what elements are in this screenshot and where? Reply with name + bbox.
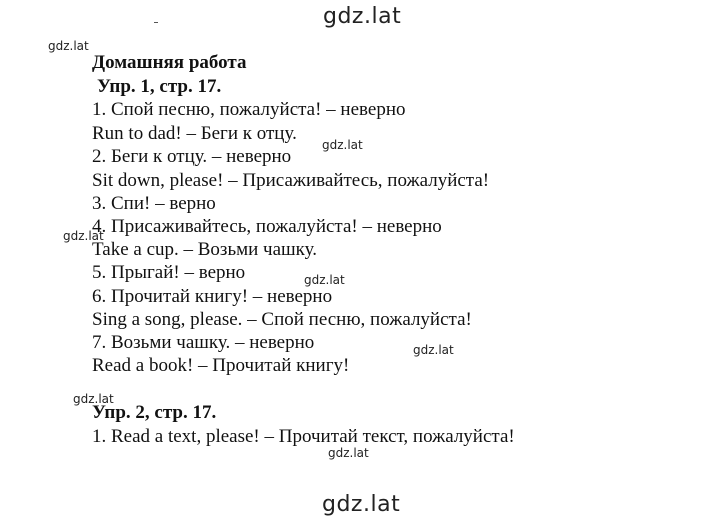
watermark-small: gdz.lat [73,392,114,406]
watermark-small: gdz.lat [322,138,363,152]
watermark-top: gdz.lat [323,4,402,29]
stray-mark [154,22,158,23]
document-title: Домашняя работа [92,52,247,73]
watermark-small: gdz.lat [48,39,89,53]
exercise-line: 2. Беги к отцу. – неверно [92,146,292,167]
exercise-line: 1. Спой песню, пожалуйста! – неверно [92,99,406,120]
watermark-small: gdz.lat [328,446,369,460]
exercise-line: 7. Возьми чашку. – неверно [92,332,315,353]
watermark-small: gdz.lat [304,273,345,287]
exercise-line: 4. Присаживайтесь, пожалуйста! – неверно [92,216,442,237]
watermark-small: gdz.lat [63,229,104,243]
exercise-line: Sit down, please! – Присаживайтесь, пожалуйста! [92,170,490,191]
exercise-line: Run to dad! – Беги к отцу. [92,123,297,144]
watermark-small: gdz.lat [413,343,454,357]
exercise-line: 5. Прыгай! – верно [92,262,246,283]
exercise-line: 1. Read a text, please! – Прочитай текст, пожалуйста! [92,426,515,447]
watermark-bottom: gdz.lat [322,492,401,517]
exercise-line: Read a book! – Прочитай книгу! [92,355,350,376]
exercise-line: Sing a song, please. – Спой песню, пожалуйста! [92,309,472,330]
exercise-1-heading: Упр. 1, стр. 17. [97,76,222,97]
exercise-line: 3. Спи! – верно [92,193,216,214]
exercise-2-heading: Упр. 2, стр. 17. [92,402,217,423]
exercise-line: 6. Прочитай книгу! – неверно [92,286,333,307]
exercise-line: Take a cup. – Возьми чашку. [92,239,317,260]
